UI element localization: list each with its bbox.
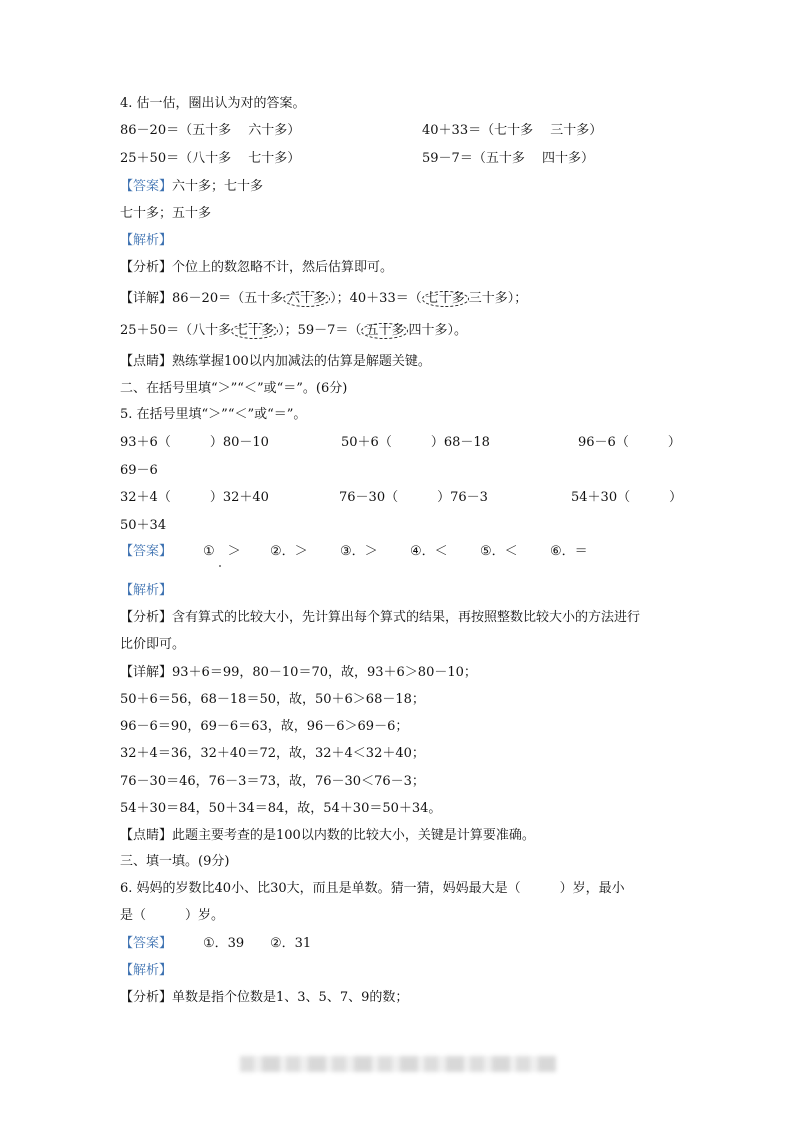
q4-detail1-c: 三十多）； xyxy=(468,291,528,306)
q4-dianjing-text: 熟练掌握100以内加减法的估算是解题关键。 xyxy=(172,354,431,369)
fenxi-tag: 【分析】 xyxy=(120,610,173,625)
fenxi-tag: 【分析】 xyxy=(120,990,173,1005)
q4-detail2-b: ）；59－7＝（ xyxy=(278,323,362,338)
dianjing-tag: 【点睛】 xyxy=(120,828,173,843)
circled-answer: 七十多 xyxy=(422,291,469,307)
q6-fenxi xyxy=(120,989,408,1007)
q5-detail-2: 50＋6＝56，68－18＝50，故，50＋6＞68－18； xyxy=(120,692,425,707)
q5-detail-5: 76－30＝46，76－3＝73，故，76－30＜76－3； xyxy=(120,774,425,789)
q5-answer-4: ④．＜ xyxy=(410,544,448,559)
q4-fenxi-text: 个位上的数忽略不计，然后估算即可。 xyxy=(172,260,394,275)
q4-answer-1: 六十多；七十多 xyxy=(172,179,264,194)
answer-tag: 【答案】 xyxy=(120,179,173,194)
q5-row1-a: 93＋6（ ）80－10 xyxy=(120,435,269,450)
q6-answer-1: ①．39 xyxy=(203,936,245,951)
q4-row1-left: 86－20＝（五十多 六十多） xyxy=(120,123,301,138)
circled-answer: 六十多 xyxy=(283,291,330,307)
stray-dot xyxy=(219,565,221,567)
q5-row2-b: 76－30（ ）76－3 xyxy=(339,490,488,505)
q5-answer-1: ① ＞ xyxy=(203,544,241,559)
q6-answer-2: ②．31 xyxy=(270,936,312,951)
q5-analysis-tag: 【解析】 xyxy=(120,583,173,598)
q5-detail-3: 96－6＝90，69－6＝63，故，96－6＞69－6； xyxy=(120,719,409,734)
q5-row1-wrap: 69－6 xyxy=(120,463,158,478)
q6-fenxi-text: 单数是指个位数是1、3、5、7、9的数； xyxy=(172,990,409,1005)
q4-detail-2 xyxy=(120,322,467,340)
circled-answer: 五十多 xyxy=(361,323,408,339)
q4-detail2-a: 25＋50＝（八十多 xyxy=(120,323,232,338)
q4-answer-2: 七十多；五十多 xyxy=(120,206,212,221)
q5-fenxi-line2: 比价即可。 xyxy=(120,637,186,652)
q4-row2-right: 59－7＝（五十多 四十多） xyxy=(422,151,594,166)
answer-tag: 【答案】 xyxy=(120,936,173,951)
q5-dianjing-text: 此题主要考查的是100以内数的比较大小，关键是计算要准确。 xyxy=(172,828,535,843)
q5-row1-c: 96－6（ ） xyxy=(578,435,681,450)
q4-detail1-a: 86－20＝（五十多 xyxy=(172,291,284,306)
q5-fenxi xyxy=(120,609,640,627)
detail-tag: 【详解】 xyxy=(120,291,173,306)
q6-answer xyxy=(120,935,172,953)
q4-detail2-c: 四十多）。 xyxy=(408,323,467,338)
section2-heading: 二、在括号里填“＞”“＜”或“＝”。(6分) xyxy=(120,381,348,396)
circled-answer: 七十多 xyxy=(231,323,278,339)
detail-tag: 【详解】 xyxy=(120,665,173,680)
dianjing-tag: 【点睛】 xyxy=(120,354,173,369)
q5-detail-4: 32＋4＝36，32＋40＝72，故，32＋4＜32＋40； xyxy=(120,746,425,761)
q5-row1-b: 50＋6（ ）68－18 xyxy=(341,435,490,450)
q6-line2: 是（ ）岁。 xyxy=(120,908,225,923)
q4-detail1-b: ）；40＋33＝（ xyxy=(330,291,422,306)
q4-row1-right: 40＋33＝（七十多 三十多） xyxy=(422,123,603,138)
q6-analysis-tag: 【解析】 xyxy=(120,963,173,978)
fenxi-tag: 【分析】 xyxy=(120,260,173,275)
q5-answer-3: ③．＞ xyxy=(340,544,378,559)
q5-row2-c: 54＋30（ ） xyxy=(571,490,683,505)
q4-analysis-tag: 【解析】 xyxy=(120,233,173,248)
q5-answer-5: ⑤．＜ xyxy=(480,544,518,559)
blurred-watermark xyxy=(240,1056,556,1072)
answer-tag: 【答案】 xyxy=(120,544,173,559)
q5-fenxi-line1: 含有算式的比较大小，先计算出每个算式的结果，再按照整数比较大小的方法进行 xyxy=(172,610,641,625)
q6-line1: 6. 妈妈的岁数比40小、比30大，而且是单数。猜一猜，妈妈最大是（ ）岁，最小 xyxy=(120,881,625,896)
q5-answer-6: ⑥．＝ xyxy=(550,544,588,559)
q5-detail-1 xyxy=(120,664,477,682)
q4-title: 4. 估一估，圈出认为对的答案。 xyxy=(120,96,306,111)
q4-row2-left: 25＋50＝（八十多 七十多） xyxy=(120,151,301,166)
q4-detail-1 xyxy=(120,290,527,308)
q4-dianjing xyxy=(120,353,431,371)
q5-row2-wrap: 50＋34 xyxy=(120,518,167,533)
q4-answer xyxy=(120,178,263,196)
q5-detail-text: 93＋6＝99，80－10＝70，故，93＋6＞80－10； xyxy=(172,665,477,680)
q5-dianjing xyxy=(120,827,535,845)
section3-heading: 三、填一填。(9分) xyxy=(120,854,230,869)
q5-answer xyxy=(120,543,172,561)
q4-fenxi xyxy=(120,259,393,277)
q5-detail-6: 54＋30＝84，50＋34＝84，故，54＋30＝50＋34。 xyxy=(120,801,442,816)
q5-title: 5. 在括号里填“＞”“＜”或“＝”。 xyxy=(120,407,307,422)
q5-row2-a: 32＋4（ ）32＋40 xyxy=(120,490,269,505)
q5-answer-2: ②．＞ xyxy=(270,544,308,559)
